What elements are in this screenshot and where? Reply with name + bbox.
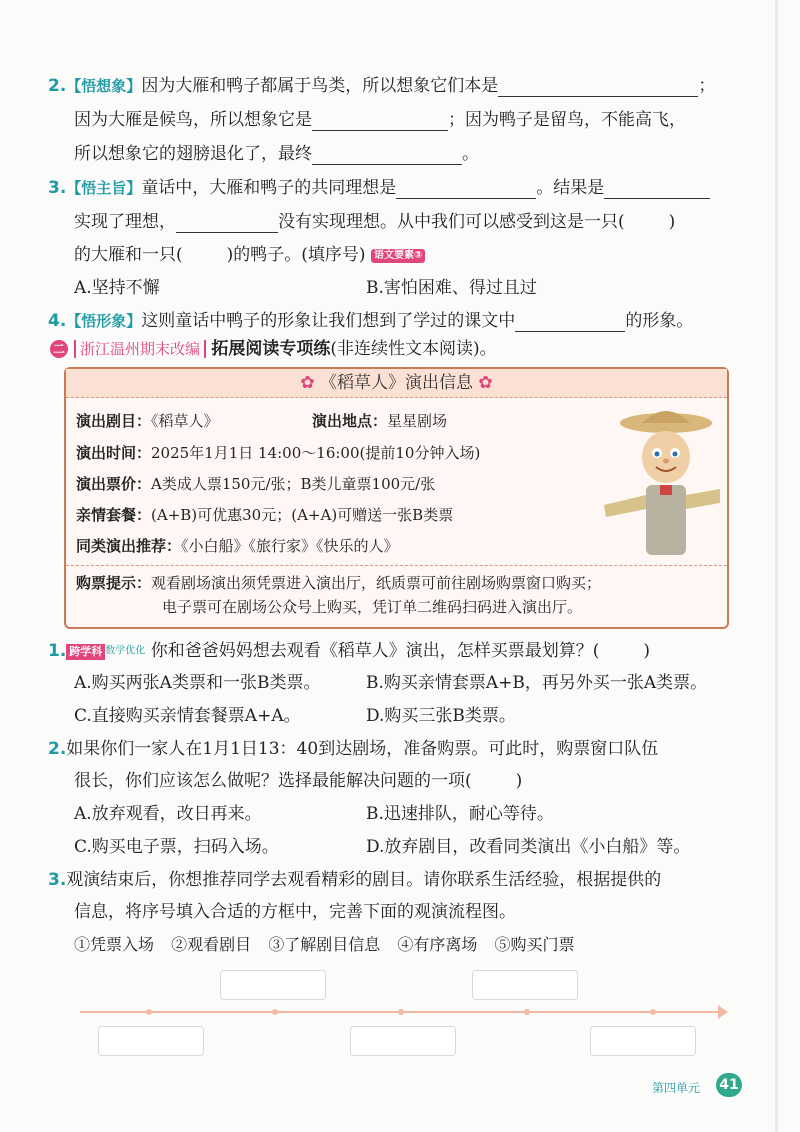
reading-q1-option-b[interactable]	[366, 672, 707, 694]
reading-q2-option-a[interactable]	[74, 803, 262, 825]
answer-blank[interactable]	[515, 313, 625, 332]
question-text: 没有实现理想。从中我们可以感受到这是一只(	[278, 212, 625, 232]
flow-items	[74, 934, 574, 956]
info-price	[76, 474, 435, 494]
question-text: 。	[462, 144, 479, 164]
question-text: )的鸭子。(填序号)	[226, 245, 366, 265]
reading-q1-option-d[interactable]	[366, 705, 516, 727]
question-text: )	[515, 771, 523, 791]
info-venue	[312, 411, 447, 431]
answer-blank[interactable]	[396, 180, 536, 199]
question-text: 。结果是	[536, 178, 605, 198]
flow-item: ③了解剧目信息	[268, 935, 381, 954]
question-text: ；	[698, 76, 716, 96]
flow-arrow-head	[718, 1005, 728, 1019]
question-text: 如果你们一家人在1月1日13：40到达剧场，准备购票。可此时，购票窗口队伍	[66, 739, 659, 759]
question-3-option-a[interactable]	[74, 277, 160, 299]
tip-divider	[66, 565, 727, 566]
flow-item: ⑤购买门票	[494, 935, 575, 954]
flow-box-3[interactable]	[350, 1026, 456, 1056]
option-text: B.害怕困难、得过且过	[366, 278, 537, 298]
question-4-line-1	[48, 310, 693, 332]
info-value: 《小白船》《旅行家》《快乐的人》	[181, 537, 399, 555]
answer-blank[interactable]	[498, 78, 698, 97]
question-text: 童话中，大雁和鸭子的共同理想是	[141, 178, 397, 198]
info-label: 购票提示：	[76, 574, 152, 592]
question-2-line-2	[74, 109, 686, 131]
question-tag: 【悟想象】	[66, 77, 142, 95]
info-value: (A+B)可优惠30元；(A+A)可赠送一张B类票	[151, 506, 454, 524]
section-number-icon: 二	[50, 340, 68, 358]
flow-box-1[interactable]	[98, 1026, 204, 1056]
reading-question-3-line-2	[74, 901, 516, 923]
flow-dot	[146, 1009, 152, 1015]
cross-subject-tag: 跨学科	[66, 644, 105, 660]
question-3-line-3	[74, 244, 425, 266]
question-number: 1.	[48, 641, 67, 661]
question-number: 2.	[48, 739, 67, 759]
flow-item: ④有序离场	[397, 935, 478, 954]
section-subtitle: (非连续性文本阅读)。	[330, 339, 497, 359]
reading-q1-option-c[interactable]	[74, 705, 301, 727]
question-text: 实现了理想，	[74, 212, 176, 232]
reading-question-2-line-1	[48, 738, 658, 760]
info-family-package	[76, 505, 453, 525]
question-3-line-2	[74, 211, 675, 233]
math-tag: 数学优化	[105, 645, 146, 657]
question-tag: 【悟形象】	[66, 312, 142, 330]
info-value: 《稻草人》	[151, 412, 219, 430]
option-text: A.购买两张A类票和一张B类票。	[74, 673, 321, 693]
info-title: 《稻草人》演出信息	[320, 373, 473, 393]
reading-question-3-line-1	[48, 869, 661, 891]
question-text: 你和爸爸妈妈想去观看《稻草人》演出，怎样买票最划算？(	[150, 641, 600, 661]
question-text: 这则童话中鸭子的形象让我们想到了学过的课文中	[141, 311, 516, 331]
performance-info-box	[64, 367, 729, 629]
scarecrow-illustration	[594, 405, 724, 565]
question-2-line-1	[48, 75, 715, 97]
flow-box-2[interactable]	[220, 970, 326, 1000]
question-3-line-1	[48, 177, 710, 199]
section-2-header	[74, 338, 497, 360]
answer-blank[interactable]	[604, 180, 710, 199]
info-play	[76, 411, 219, 431]
question-tag: 【悟主旨】	[66, 179, 142, 197]
option-text: B.迅速排队，耐心等待。	[366, 804, 554, 824]
option-text: D.购买三张B类票。	[366, 706, 516, 726]
question-text: 因为大雁和鸭子都属于鸟类，所以想象它们本是	[141, 76, 499, 96]
question-text: 的大雁和一只(	[74, 245, 183, 265]
option-text: C.直接购买亲情套餐票A+A。	[74, 706, 301, 726]
question-3-option-b[interactable]	[366, 277, 537, 299]
section-title: 拓展阅读专项练	[211, 339, 331, 359]
flow-dot	[272, 1009, 278, 1015]
option-text: B.购买亲情套票A+B，再另外买一张A类票。	[366, 673, 708, 693]
info-label: 同类演出推荐：	[76, 537, 182, 555]
source-tag: 浙江温州期末改编	[74, 340, 206, 358]
info-label: 演出剧目：	[76, 412, 152, 430]
question-number: 2.	[48, 76, 67, 96]
flow-item: ②观看剧目	[171, 935, 252, 954]
unit-label: 第四单元	[652, 1081, 701, 1095]
question-text: 因为大雁是候鸟，所以想象它是	[74, 110, 312, 130]
option-text: A.放弃观看，改日再来。	[74, 804, 262, 824]
question-text: 的形象。	[625, 311, 694, 331]
question-text: 很长，你们应该怎么做呢？选择最能解决问题的一项(	[74, 771, 472, 791]
flow-dot	[650, 1009, 656, 1015]
option-text: C.购买电子票，扫码入场。	[74, 837, 279, 857]
info-value: 2025年1月1日 14:00～16:00(提前10分钟入场)	[151, 444, 481, 462]
info-value: 星星剧场	[387, 412, 448, 430]
page-edge	[775, 0, 778, 1132]
question-text: )	[668, 212, 676, 232]
question-text: 所以想象它的翅膀退化了，最终	[74, 144, 312, 164]
flow-dot	[398, 1009, 404, 1015]
info-value: A类成人票150元/张；B类儿童票100元/张	[151, 475, 436, 493]
info-title-bar	[66, 369, 727, 398]
question-text: 观演结束后，你想推荐同学去观看精彩的剧目。请你联系生活经验，根据提供的	[66, 870, 662, 890]
reading-q2-option-b[interactable]	[366, 803, 554, 825]
flow-box-5[interactable]	[590, 1026, 696, 1056]
question-2-line-3	[74, 143, 479, 165]
question-text: 信息，将序号填入合适的方框中，完善下面的观演流程图。	[74, 902, 516, 922]
question-number: 3.	[48, 870, 67, 890]
flow-box-4[interactable]	[472, 970, 578, 1000]
reading-q2-option-d[interactable]	[366, 836, 690, 858]
page-number: 41	[716, 1073, 742, 1097]
info-label: 亲情套餐：	[76, 506, 152, 524]
info-purchase-tip	[76, 573, 601, 593]
question-number: 3.	[48, 178, 67, 198]
reading-question-1	[48, 640, 650, 663]
flower-icon: ✿	[478, 373, 493, 393]
reading-q2-option-c[interactable]	[74, 836, 279, 858]
option-text: A.坚持不懈	[74, 278, 160, 298]
option-text: D.放弃剧目，改看同类演出《小白船》等。	[366, 837, 691, 857]
answer-blank[interactable]	[176, 214, 278, 233]
info-label: 演出地点：	[312, 412, 388, 430]
language-element-badge: 语文要素③	[371, 249, 425, 263]
flower-icon: ✿	[300, 373, 315, 393]
info-value: 观看剧场演出须凭票进入演出厅，纸质票可前往剧场购票窗口购买；	[151, 574, 602, 592]
flow-dot	[524, 1009, 530, 1015]
info-purchase-tip-2	[162, 597, 582, 617]
question-number: 4.	[48, 311, 67, 331]
info-time	[76, 443, 480, 463]
reading-question-2-line-2	[74, 770, 522, 792]
flow-item: ①凭票入场	[74, 935, 155, 954]
info-label: 演出票价：	[76, 475, 152, 493]
question-text: ；因为鸭子是留鸟，不能高飞，	[448, 110, 686, 130]
answer-blank[interactable]	[312, 112, 448, 131]
answer-blank[interactable]	[312, 146, 462, 165]
reading-q1-option-a[interactable]	[74, 672, 320, 694]
question-text: )	[643, 641, 650, 661]
info-value: 电子票可在剧场公众号上购买，凭订单二维码扫码进入演出厅。	[162, 598, 583, 616]
info-recommendation	[76, 536, 399, 556]
info-label: 演出时间：	[76, 444, 152, 462]
